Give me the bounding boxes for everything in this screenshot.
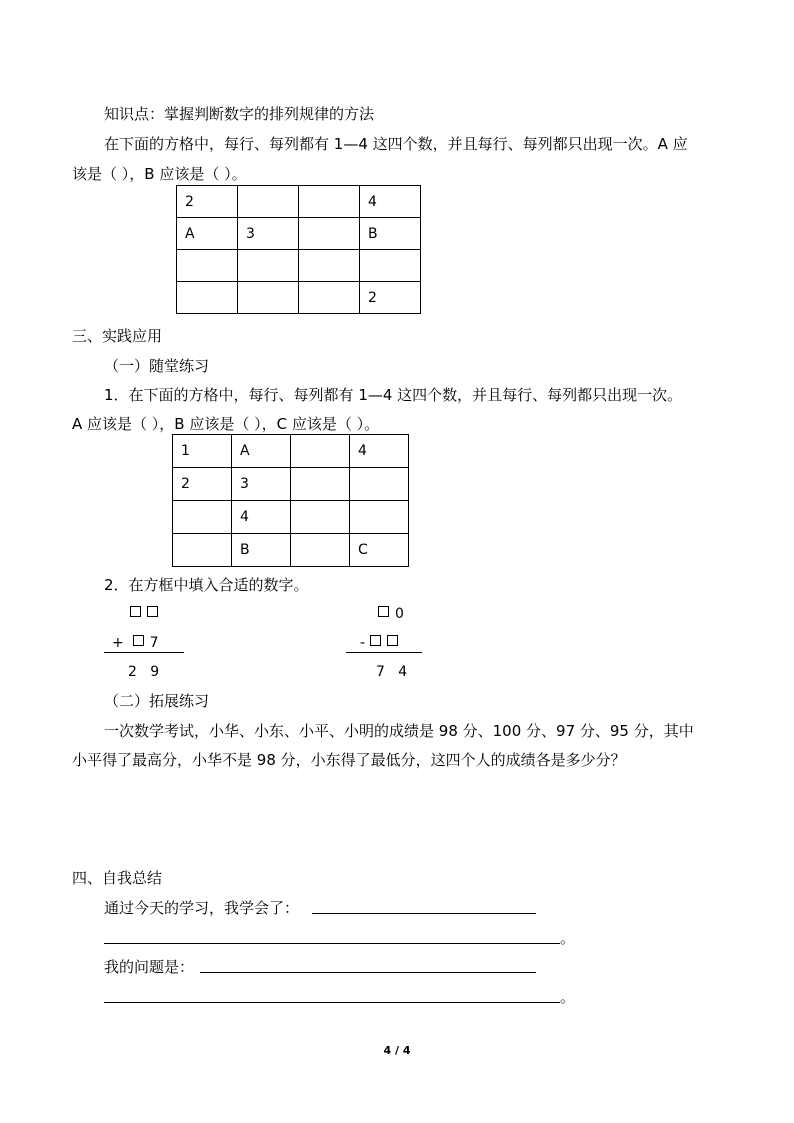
learned-answer-line-2[interactable] (104, 943, 560, 944)
addition-line-2 (112, 633, 159, 653)
blank-box[interactable] (387, 635, 398, 646)
grid-row (173, 435, 409, 468)
subsection-extension: （二）拓展练习 (104, 692, 210, 710)
blank-box[interactable] (147, 606, 158, 617)
grid-cell (238, 282, 299, 314)
grid-row (177, 186, 421, 218)
period: 。 (560, 929, 576, 947)
sum-line (104, 652, 184, 653)
blank-box[interactable] (370, 635, 381, 646)
addition-line-1 (130, 604, 164, 624)
learned-prompt: 通过今天的学习，我学会了： (104, 899, 300, 917)
grid-cell: B (360, 218, 421, 250)
grid-row (177, 218, 421, 250)
grid-cell: 4 (232, 501, 291, 534)
grid-cell (291, 468, 350, 501)
grid-cell (291, 534, 350, 567)
blank-box[interactable] (130, 606, 141, 617)
grid-cell: 3 (232, 468, 291, 501)
grid-row (173, 501, 409, 534)
subsection-practice: （一）随堂练习 (104, 357, 210, 375)
section-4-title: 四、自我总结 (72, 869, 163, 887)
difference-line (346, 652, 422, 653)
learned-answer-line[interactable] (312, 913, 536, 914)
grid-cell (350, 501, 409, 534)
grid-cell: 2 (360, 282, 421, 314)
grid-row (177, 282, 421, 314)
problem-answer-line-2[interactable] (104, 1002, 560, 1003)
grid-cell: A (232, 435, 291, 468)
grid-cell: 3 (238, 218, 299, 250)
grid-cell (360, 250, 421, 282)
grid-cell (177, 250, 238, 282)
grid-cell: A (177, 218, 238, 250)
number-grid-2 (172, 434, 409, 567)
grid-cell (173, 501, 232, 534)
section-3-title: 三、实践应用 (72, 327, 163, 345)
grid-cell (291, 501, 350, 534)
grid-cell (299, 250, 360, 282)
problem-answer-line[interactable] (200, 972, 536, 973)
grid-cell (177, 282, 238, 314)
grid-cell: 2 (177, 186, 238, 218)
question-line-1: 在下面的方格中，每行、每列都有 1—4 这四个数，并且每行、每列都只出现一次。A 应 (104, 135, 688, 153)
grid-cell: 4 (360, 186, 421, 218)
grid-cell (299, 186, 360, 218)
minus-sign: - (360, 635, 366, 651)
subtraction-result: 7 4 (376, 664, 408, 680)
extension-line-2: 小平得了最高分，小华不是 98 分，小东得了最低分，这四个人的成绩各是多少分？ (72, 751, 626, 769)
grid-row (177, 250, 421, 282)
grid-cell (238, 186, 299, 218)
blank-box[interactable] (378, 606, 389, 617)
digit: 0 (395, 606, 404, 622)
blank-box[interactable] (133, 635, 144, 646)
addition-result: 2 9 (128, 664, 160, 680)
page-number: 4 / 4 (383, 1044, 411, 1057)
grid-cell: 4 (350, 435, 409, 468)
knowledge-point: 知识点：掌握判断数字的排列规律的方法 (104, 105, 375, 123)
subtraction-line-2 (360, 633, 404, 653)
grid-cell (173, 534, 232, 567)
question-1-line-1: 1．在下面的方格中，每行、每列都有 1—4 这四个数，并且每行、每列都只出现一次。 (104, 386, 683, 404)
digit: 7 (149, 635, 159, 651)
plus-sign: + (112, 635, 124, 651)
number-grid-1 (176, 185, 421, 314)
grid-cell (350, 468, 409, 501)
grid-row (173, 468, 409, 501)
grid-cell: 1 (173, 435, 232, 468)
extension-line-1: 一次数学考试，小华、小东、小平、小明的成绩是 98 分、100 分、97 分、95 分，其中 (104, 722, 694, 740)
question-2: 2．在方框中填入合适的数字。 (104, 576, 309, 594)
question-line-2: 该是（ ），B 应该是（ ）。 (72, 165, 247, 183)
grid-cell: C (350, 534, 409, 567)
question-1-line-2: A 应该是（ ），B 应该是（ ），C 应该是（ ）。 (72, 415, 380, 433)
grid-cell (291, 435, 350, 468)
grid-cell: B (232, 534, 291, 567)
period: 。 (560, 988, 576, 1006)
grid-cell: 2 (173, 468, 232, 501)
grid-cell (299, 282, 360, 314)
grid-cell (299, 218, 360, 250)
grid-cell (238, 250, 299, 282)
subtraction-line-1 (378, 604, 404, 624)
problem-prompt: 我的问题是： (104, 958, 195, 976)
grid-row (173, 534, 409, 567)
